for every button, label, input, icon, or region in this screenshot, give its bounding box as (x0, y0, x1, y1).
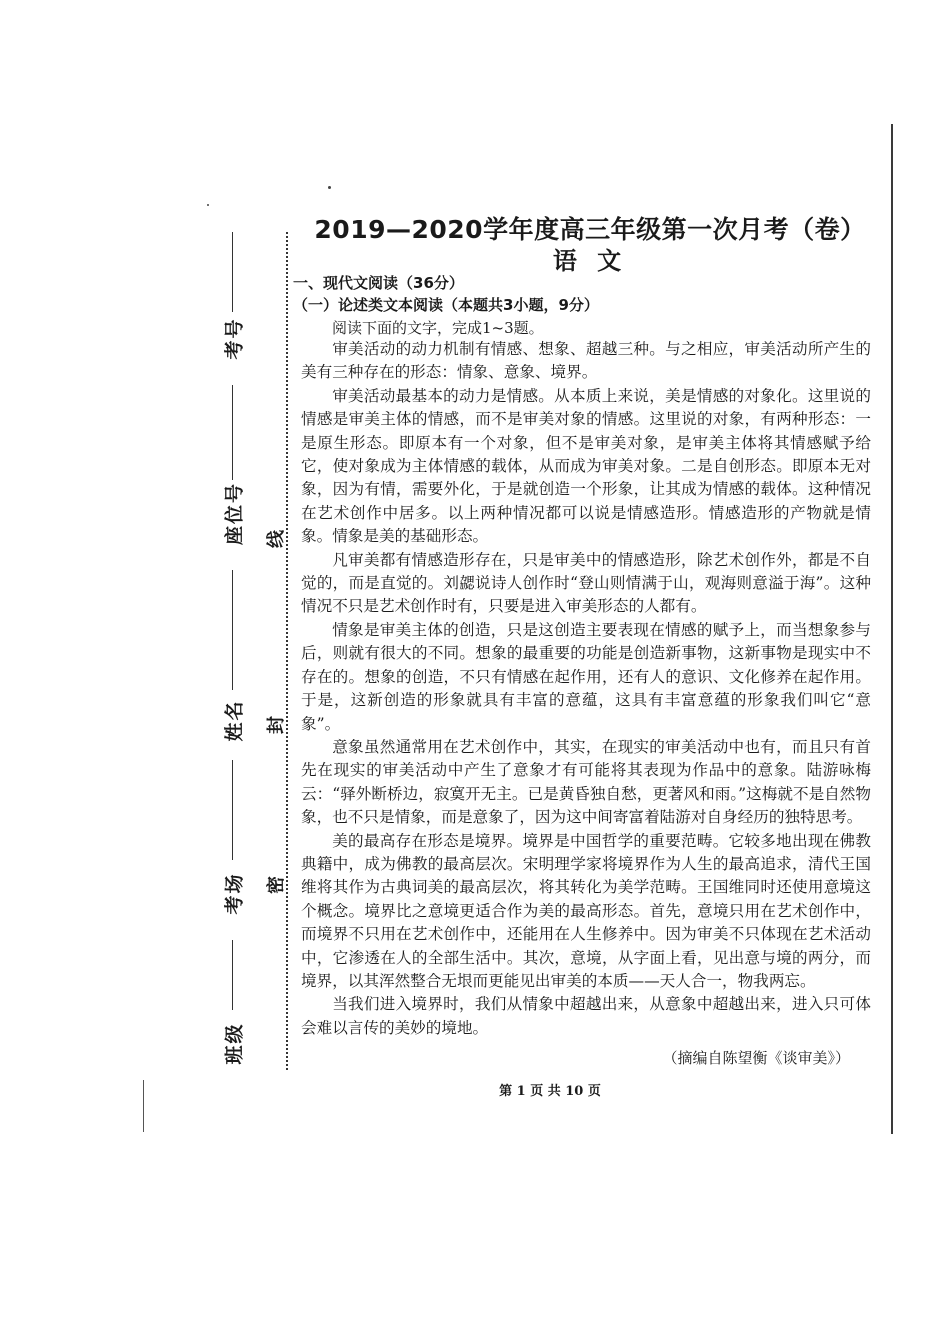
seal-char-seal: 封 (266, 716, 287, 734)
exam-no-label: 考号 (223, 317, 246, 360)
subsection-heading: （一）论述类文本阅读（本题共3小题，9分） (293, 296, 599, 314)
page-indicator: 第 1 页 共 10 页 (499, 1084, 601, 1099)
reading-instruction: 阅读下面的文字，完成1~3题。 (332, 319, 544, 337)
seal-char-line: 线 (266, 530, 287, 548)
passage-paragraph: 当我们进入境界时，我们从情象中超越出来，从意象中超越出来，进入只可体会难以言传的美妙的境地。 (301, 995, 871, 1037)
passage-paragraph: 美的最高存在形态是境界。境界是中国哲学的重要范畴。它较多地出现在佛教典籍中，成为佛教的最高层次。宋明理学家将境界作为人生的最高追求，清代王国维将其作为古典词美的最高层次，将其转化为美学范畴。王国维同时还使用意境这个概念。境界比之意境更适合作为美的最高形态。首先，意境只用在艺术创作中，而境界不只用在艺术创作中，还能用在人生修养中。因为审美不只体现在艺术活动中，它渗透在人的全部生活中。其次，意境，从字面上看，见出意与境的两分，而境界，以其浑然整合无垠而更能见出审美的本质——天人合一，物我两忘。 (301, 831, 871, 990)
passage-paragraph: 凡审美都有情感造形存在，只是审美中的情感造形，除艺术创作外，都是不自觉的，而是直觉的。刘勰说诗人创作时“登山则情满于山，观海则意溢于海”。这种情况不只是艺术创作时有，只要是进入审美形态的人都有。 (301, 550, 871, 616)
scan-edge-line (143, 1080, 144, 1132)
subject-title: 语 文 (552, 247, 628, 275)
seal-char-secret: 密 (266, 876, 287, 894)
scan-speck (328, 186, 331, 189)
passage-paragraph: 审美活动的动力机制有情感、想象、超越三种。与之相应，审美活动所产生的美有三种存在的形态：情象、意象、境界。 (301, 340, 871, 382)
name-label: 姓名 (223, 699, 246, 742)
scan-edge-line (891, 124, 893, 1134)
seat-no-label: 座位号 (223, 482, 246, 546)
seat-no-blank (232, 385, 233, 480)
section-heading: 一、现代文阅读（36分） (293, 274, 464, 292)
passage-paragraph: 情象是审美主体的创造，只是这创造主要表现在情感的赋予上，而当想象参与后，则就有很大的不同。想象的最重要的功能是创造新事物，这新事物是现实中不存在的。想象的创造，不只有情感在起作用，还有人的意识、文化修养在起作用。于是，这新创造的形象就具有丰富的意蕴，这具有丰富意蕴的形象我们叫它“意象”。 (301, 620, 871, 733)
passage-paragraph: 意象虽然通常用在艺术创作中，其实，在现实的审美活动中也有，而且只有首先在现实的审美活动中产生了意象才有可能将其表现为作品中的意象。陆游咏梅云：“驿外断桥边，寂寞开无主。已是黄昏独自愁，更著风和雨。”这梅就不是自然物象，也不只是情象，而是意象了，因为这中间寄富着陆游对自身经历的独特思考。 (301, 737, 871, 827)
passage-source: （摘编自陈望衡《谈审美》） (662, 1049, 850, 1067)
class-label: 班级 (223, 1022, 246, 1065)
seal-dotted-line (286, 232, 288, 1070)
name-blank (232, 570, 233, 690)
reading-passage (301, 338, 871, 1040)
passage-paragraph: 审美活动最基本的动力是情感。从本质上来说，美是情感的对象化。这里说的情感是审美主体的情感，而不是审美对象的情感。这里说的对象，有两种形态：一是原生形态。即原本有一个对象，但不是审美对象，是审美主体将其情感赋予给它，使对象成为主体情感的载体，从而成为审美对象。二是自创形态。即原本无对象，因为有情，需要外化，于是就创造一个形象，让其成为情感的载体。这种情况在艺术创作中居多。以上两种情况都可以说是情感造形。情感造形的产物就是情象。情象是美的基础形态。 (301, 386, 871, 546)
scan-speck (207, 204, 209, 206)
exam-room-blank (232, 760, 233, 860)
exam-title: 2019—2020学年度高三年级第一次月考（卷） (314, 215, 866, 244)
exam-room-label: 考场 (223, 872, 246, 915)
